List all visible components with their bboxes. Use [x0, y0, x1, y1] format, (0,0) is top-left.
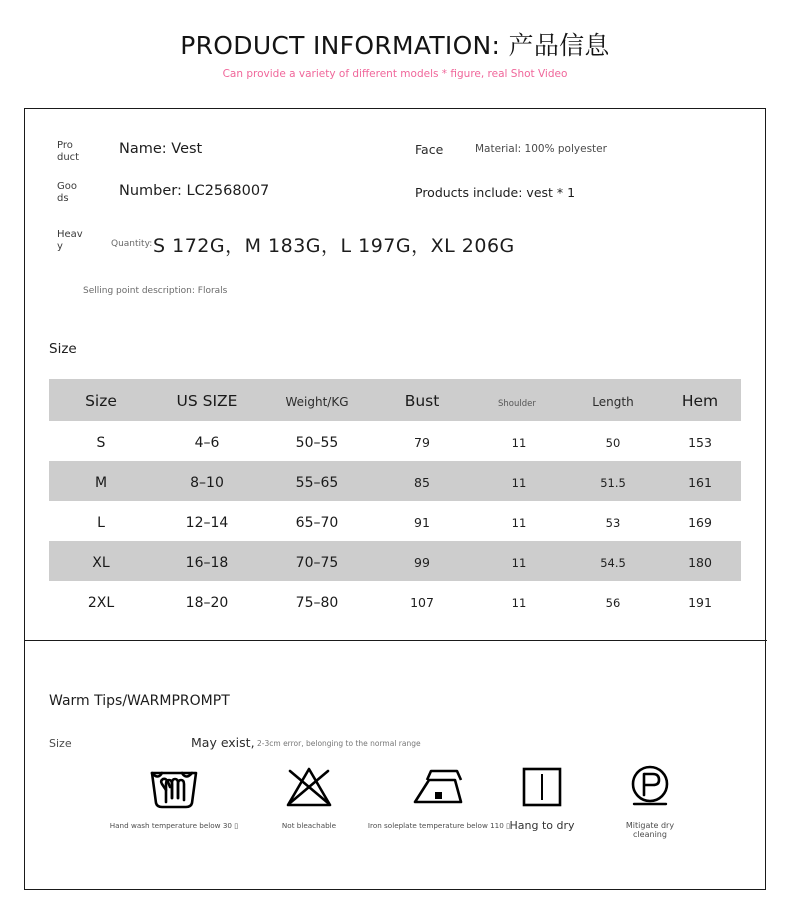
- cell-weight: 65–70: [295, 514, 339, 531]
- cell-hem: 153: [688, 434, 712, 450]
- table-row: [49, 541, 741, 581]
- cell-us-size: 4–6: [194, 434, 220, 451]
- cell-length: 53: [605, 515, 621, 530]
- th-length: Length: [592, 394, 634, 409]
- size-section-label: Size: [49, 341, 77, 357]
- heavy-row-label: Heav y: [57, 229, 83, 252]
- cell-hem: 191: [688, 594, 712, 610]
- cell-us-size: 12–14: [185, 514, 229, 531]
- hand-wash-icon: [109, 759, 239, 815]
- th-bust: Bust: [404, 391, 440, 410]
- cell-us-size: 8–10: [190, 474, 224, 491]
- care-item-hand-wash: [109, 759, 239, 830]
- cell-hem: 180: [688, 554, 712, 570]
- cell-hem: 169: [688, 514, 712, 530]
- cell-hem: 161: [688, 474, 712, 490]
- cell-weight: 55–65: [295, 474, 339, 491]
- page-title: PRODUCT INFORMATION: 产品信息: [180, 31, 610, 60]
- table-row: [49, 461, 741, 501]
- cell-shoulder: 11: [511, 595, 527, 610]
- cell-length: 56: [605, 595, 621, 610]
- selling-point-description: Selling point description: Florals: [83, 286, 228, 296]
- cell-weight: 70–75: [295, 554, 339, 571]
- error-note-text: 2-3cm error, belonging to the normal range: [257, 739, 421, 748]
- care-caption: Hang to dry: [509, 819, 575, 832]
- section-divider: [25, 640, 767, 641]
- size-table: [49, 379, 741, 621]
- cell-size: S: [96, 434, 106, 451]
- care-item-dry-clean: [595, 759, 705, 839]
- cell-shoulder: 11: [511, 515, 527, 530]
- cell-shoulder: 11: [511, 475, 527, 490]
- cell-bust: 107: [410, 594, 434, 610]
- cell-size: M: [94, 474, 108, 491]
- care-item-no-bleach: [254, 759, 364, 830]
- material-value: Material: 100% polyester: [475, 143, 607, 155]
- care-caption: Hand wash temperature below 30 ▯: [109, 821, 239, 830]
- product-number-value: Number: LC2568007: [119, 183, 270, 199]
- th-hem: Hem: [681, 391, 719, 410]
- th-weight: Weight/KG: [285, 394, 349, 409]
- size-table-body: [49, 421, 741, 621]
- table-row: [49, 501, 741, 541]
- cell-weight: 50–55: [295, 434, 339, 451]
- cell-length: 50: [605, 435, 621, 450]
- no-bleach-icon: [254, 759, 364, 815]
- cell-length: 54.5: [600, 555, 626, 570]
- warm-tips-size-label: Size: [49, 737, 72, 750]
- cell-us-size: 16–18: [185, 554, 229, 571]
- cell-shoulder: 11: [511, 435, 527, 450]
- cell-length: 51.5: [600, 475, 626, 490]
- warm-tips-title: Warm Tips/WARMPROMPT: [49, 693, 230, 709]
- cell-bust: 91: [414, 514, 430, 530]
- goods-row-label: Goo ds: [57, 181, 77, 204]
- th-shoulder: [471, 379, 567, 421]
- product-name-value: Name: Vest: [119, 141, 203, 157]
- table-row: [49, 581, 741, 621]
- cell-us-size: 18–20: [185, 594, 229, 611]
- may-exist-text: May exist,: [191, 735, 255, 750]
- cell-bust: 99: [414, 554, 430, 570]
- cell-bust: 85: [414, 474, 430, 490]
- cell-weight: 75–80: [295, 594, 339, 611]
- care-caption: Not bleachable: [281, 821, 337, 830]
- product-row-label: Pro duct: [57, 140, 80, 163]
- th-size: Size: [85, 391, 117, 410]
- products-include-value: Products include: vest * 1: [415, 185, 576, 200]
- quantity-label: Quantity:: [111, 239, 153, 249]
- table-row: [49, 421, 741, 461]
- cell-size: L: [97, 514, 105, 531]
- care-caption: Mitigate dry cleaning: [625, 821, 675, 839]
- size-table-header-row: [49, 379, 741, 421]
- cell-bust: 79: [414, 434, 430, 450]
- dry-clean-p-icon: [595, 759, 705, 815]
- th-us-size: US SIZE: [176, 391, 238, 410]
- face-label: Face: [415, 142, 444, 157]
- hang-to-dry-icon: [483, 759, 601, 815]
- care-item-hang-dry: [483, 759, 601, 830]
- weights-value: S 172G，M 183G，L 197G，XL 206G: [153, 235, 515, 257]
- page-subtitle: Can provide a variety of different models * figure, real Shot Video: [222, 68, 568, 80]
- content-frame: [24, 108, 766, 890]
- cell-size: 2XL: [87, 594, 115, 611]
- care-caption: Iron soleplate temperature below 110 ▯: [367, 821, 511, 830]
- cell-shoulder: 11: [511, 555, 527, 570]
- th-shoulder-text: Shoulder: [498, 398, 536, 409]
- cell-size: XL: [92, 554, 110, 571]
